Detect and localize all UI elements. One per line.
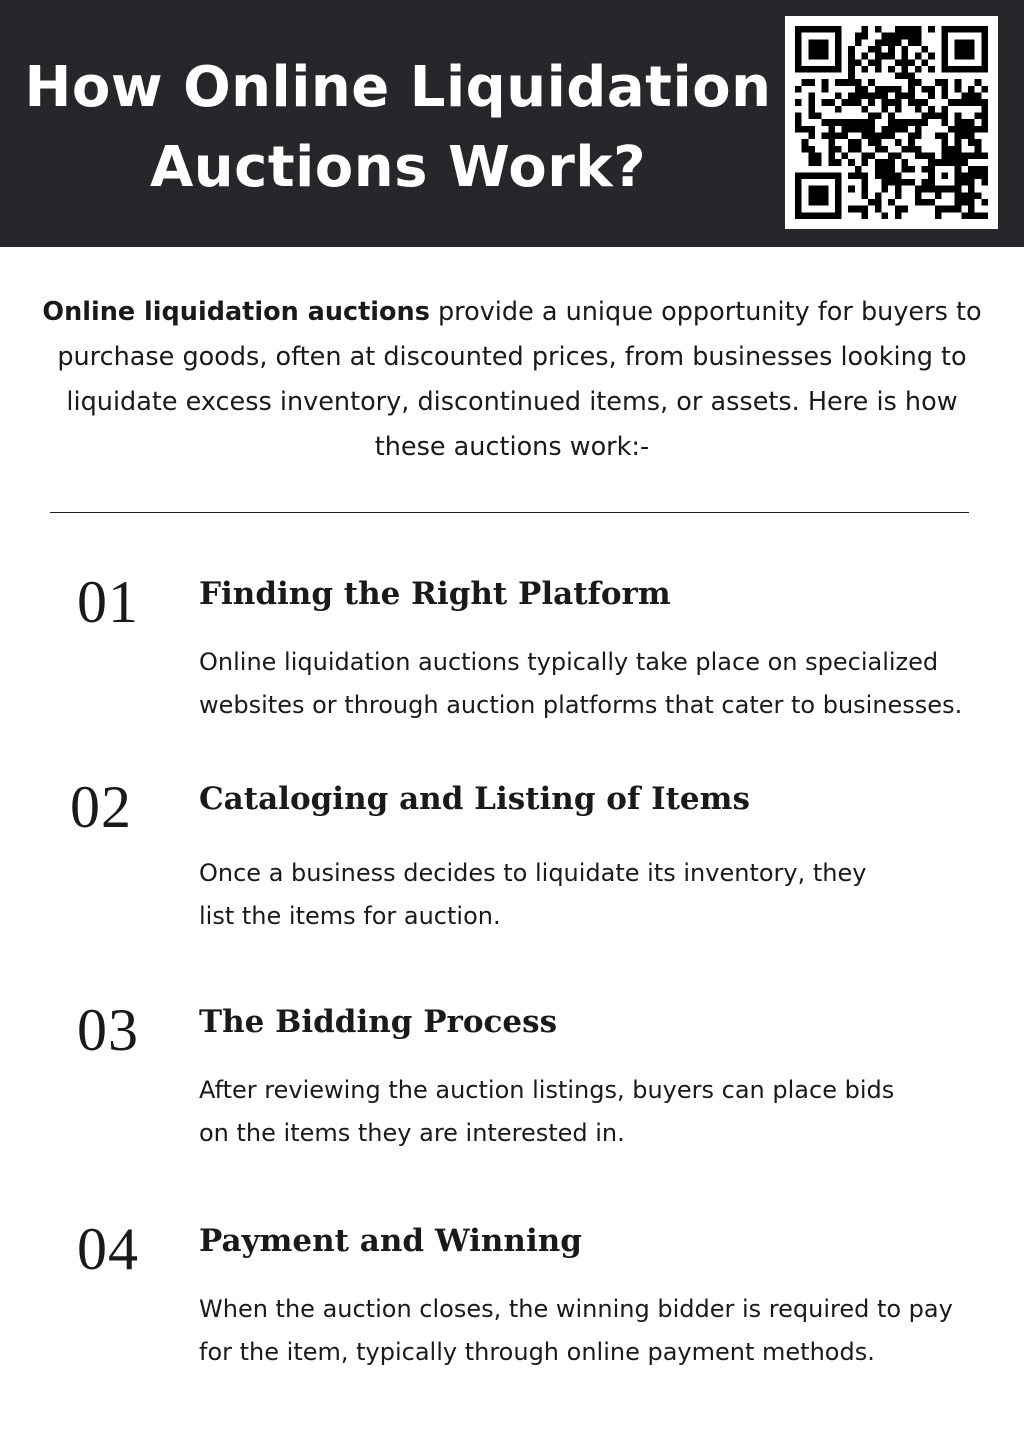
step-description-line: Online liquidation auctions typically take place on specialized <box>199 648 939 676</box>
step-description <box>199 1288 989 1374</box>
step-description <box>199 1069 989 1155</box>
intro-bold-lead: Online liquidation auctions <box>42 297 430 327</box>
header-banner <box>0 0 1024 247</box>
step-title: Payment and Winning <box>199 1223 582 1259</box>
step-description-line: Once a business decides to liquidate its inventory, they <box>199 859 867 887</box>
step-number: 04 <box>77 1216 139 1282</box>
step-description-line: When the auction closes, the winning bidder is required to pay <box>199 1295 953 1323</box>
intro-paragraph <box>40 290 984 470</box>
step-description-line: After reviewing the auction listings, buyers can place bids <box>199 1076 895 1104</box>
section-divider <box>50 512 969 513</box>
intro-body: provide a unique opportunity for buyers to purchase goods, often at discounted prices, from businesses looking to liquidate excess inventory, discontinued items, or assets. Here is how these auctions work:- <box>57 297 982 462</box>
page-title-line-1: How Online Liquidation <box>24 55 772 120</box>
step-description <box>199 641 989 727</box>
qr-code-icon <box>795 26 988 219</box>
step-title: Cataloging and Listing of Items <box>199 781 750 817</box>
qr-code[interactable] <box>785 16 998 229</box>
step-description-line: list the items for auction. <box>199 902 501 930</box>
page-title-line-2: Auctions Work? <box>149 135 647 200</box>
step-number: 03 <box>77 997 139 1063</box>
step-title: Finding the Right Platform <box>199 576 671 612</box>
step-description-line: on the items they are interested in. <box>199 1119 625 1147</box>
step-number: 02 <box>70 774 132 840</box>
page-title <box>20 48 776 208</box>
step-description-line: for the item, typically through online payment methods. <box>199 1338 875 1366</box>
step-number: 01 <box>77 569 139 635</box>
step-title: The Bidding Process <box>199 1004 558 1040</box>
step-description-line: websites or through auction platforms that cater to businesses. <box>199 691 963 719</box>
step-description <box>199 852 989 938</box>
